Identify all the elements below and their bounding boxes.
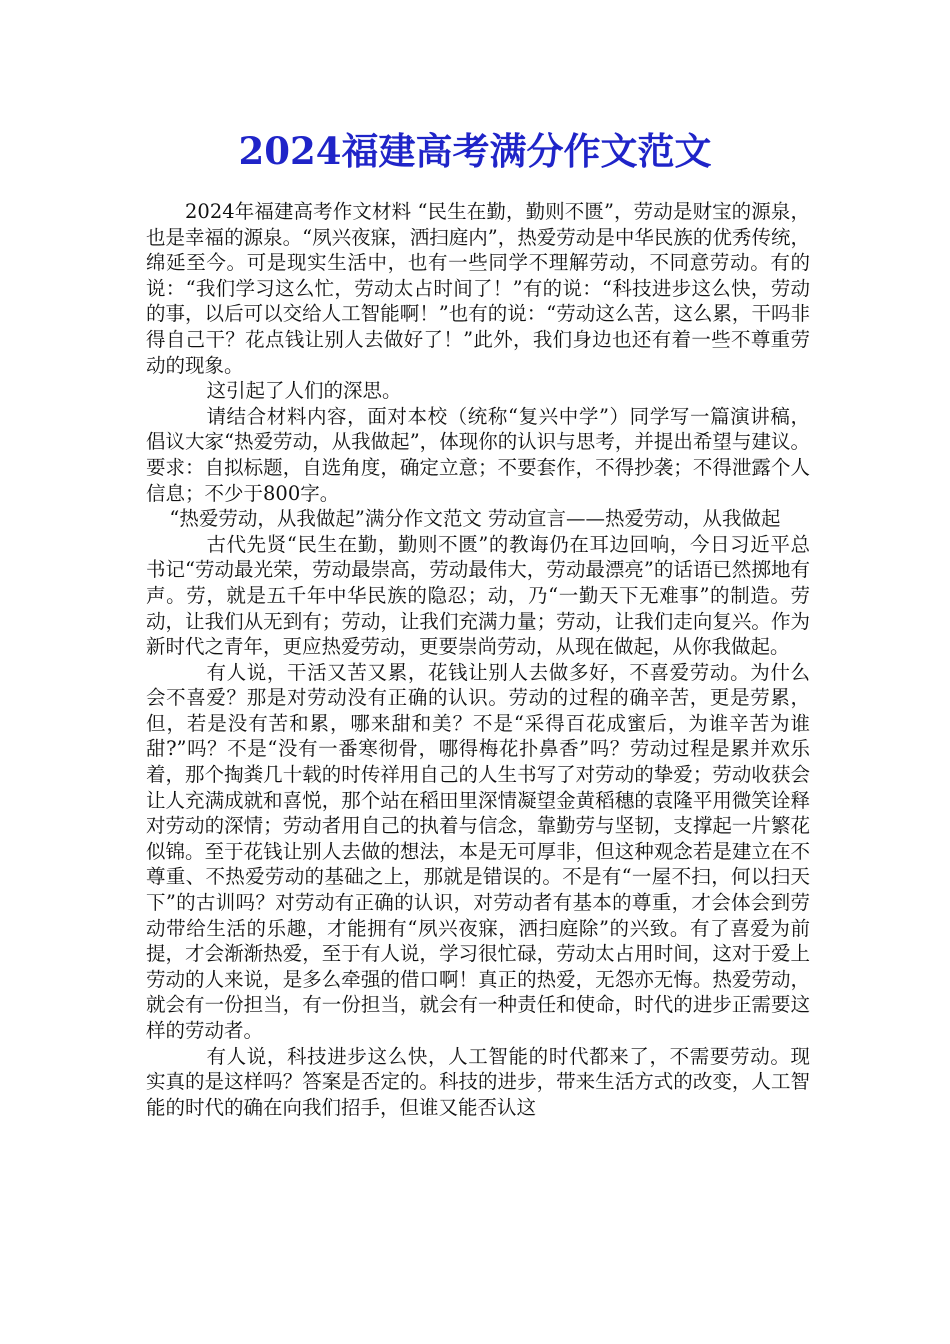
document-body (146, 199, 810, 1120)
paragraph-essay-body-1: 有人说，干活又苦又累，花钱让别人去做多好，不喜爱劳动。为什么会不喜爱？那是对劳动没有正确的认识。劳动的过程的确辛苦，更是劳累，但，若是没有苦和累，哪来甜和美？不是“采得百花成蜜后，为谁辛苦为谁甜?”吗？不是“没有一番寒彻骨，哪得梅花扑鼻香”吗？劳动过程是累并欢乐着，那个掏粪几十载的时传祥用自己的人生书写了对劳动的挚爱；劳动收获会让人充满成就和喜悦，那个站在稻田里深情凝望金黄稻穗的袁隆平用微笑诠释对劳动的深情；劳动者用自己的执着与信念，靠勤劳与坚韧，支撑起一片繁花似锦。至于花钱让别人去做的想法，本是无可厚非，但这种观念若是建立在不尊重、不热爱劳动的基础之上，那就是错误的。不是有“一屋不扫，何以扫天下”的古训吗？对劳动有正确的认识，对劳动者有基本的尊重，才会体会到劳动带给生活的乐趣，才能拥有“夙兴夜寐，洒扫庭除”的兴致。有了喜爱为前提，才会渐渐热爱，至于有人说，学习很忙碌，劳动太占用时间，这对于爱上劳动的人来说，是多么牵强的借口啊！真正的热爱，无怨亦无悔。热爱劳动，就会有一份担当，有一份担当，就会有一种责任和使命，时代的进步正需要这样的劳动者。 (146, 660, 810, 1042)
paragraph-essay-heading: “热爱劳动，从我做起”满分作文范文 劳动宣言——热爱劳动，从我做起 (169, 507, 781, 531)
paragraph-requirements: 请结合材料内容，面对本校（统称“复兴中学”）同学写一篇演讲稿，倡议大家“热爱劳动，从我做起”，体现你的认识与思考，并提出希望与建议。要求：自拟标题，自选角度，确定立意；不要套作，不得抄袭；不得泄露个人信息；不少于800字。 (146, 404, 810, 505)
paragraph-reflection: 这引起了人们的深思。 (206, 379, 402, 403)
paragraph-essay-body-2: 有人说，科技进步这么快，人工智能的时代都来了，不需要劳动。现实真的是这样吗？答案是否定的。科技的进步，带来生活方式的改变，人工智能的时代的确在向我们招手，但谁又能否认这 (146, 1044, 810, 1119)
paragraph-material: 2024年福建高考作文材料 “民生在勤，勤则不匮”，劳动是财宝的源泉，也是幸福的源泉。“夙兴夜寐，洒扫庭内”，热爱劳动是中华民族的优秀传统，绵延至今。可是现实生活中，也有一些同学不理解劳动，不同意劳动。有的说：“我们学习这么忙，劳动太占时间了！”有的说：“科技进步这么快，劳动的事，以后可以交给人工智能啊！”也有的说：“劳动这么苦，这么累，干吗非得自己干？花点钱让别人去做好了！”此外，我们身边也还有着一些不尊重劳动的现象。 (146, 200, 810, 377)
document-title: 2024福建高考满分作文范文 (238, 129, 712, 173)
paragraph-essay-intro: 古代先贤“民生在勤，勤则不匮”的教诲仍在耳边回响，今日习近平总书记“劳动最光荣，劳动最崇高，劳动最伟大，劳动最漂亮”的话语已然掷地有声。劳，就是五千年中华民族的隐忍；动，乃“一勤天下无难事”的制造。劳动，让我们从无到有；劳动，让我们充满力量；劳动，让我们走向复兴。作为新时代之青年，更应热爱劳动，更要崇尚劳动，从现在做起，从你我做起。 (146, 532, 810, 659)
